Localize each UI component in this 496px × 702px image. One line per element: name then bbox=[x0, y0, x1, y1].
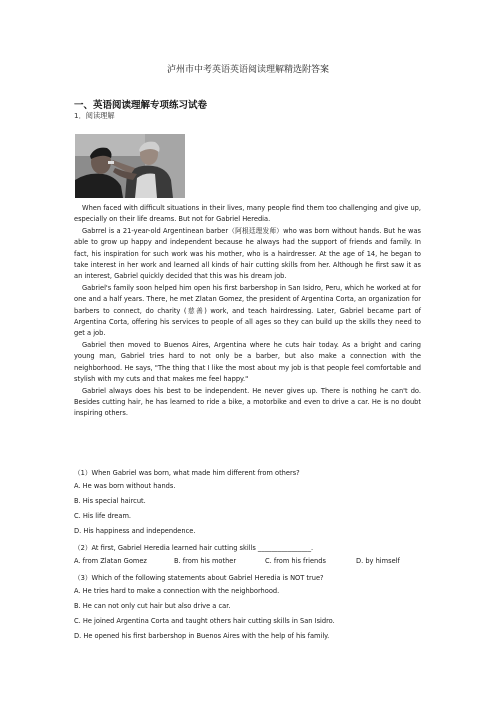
question-2-stem: （2）At first, Gabriel Heredia learned hair cutting skills ________________. bbox=[74, 544, 314, 552]
question-3-option-d: D. He opened his first barbershop in Buenos Aires with the help of his family. bbox=[74, 632, 330, 640]
passage-paragraph: Gabriel's family soon helped him open his first barbershop in San Isidro, Peru, which he worked at for one and a half years. There, he met Zlatan Gomez, the president of Argentina Corta, an organization for barbers to connect, do charity (慈善) work, and teach hairdressing. Later, Gabriel became part of Argentina Corta, offering his services to people of all ages so they can build up the skills they need to get a job. bbox=[74, 283, 421, 338]
question-1-option-c: C. His life dream. bbox=[74, 512, 132, 520]
barber-photo bbox=[75, 134, 185, 198]
question-3-option-b: B. He can not only cut hair but also drive a car. bbox=[74, 602, 231, 610]
question-1-stem: （1）When Gabriel was born, what made him different from others? bbox=[74, 469, 300, 477]
question-2-option-c: C. from his friends bbox=[265, 557, 326, 565]
question-2-option-a: A. from Zlatan Gomez bbox=[74, 557, 147, 565]
question-2-option-b: B. from his mother bbox=[174, 557, 237, 565]
question-type-label: 1．阅读理解 bbox=[74, 111, 115, 120]
section-heading: 一、英语阅读理解专项练习试卷 bbox=[74, 100, 208, 111]
passage-paragraph: Gabriel then moved to Buenos Aires, Argentina where he cuts hair today. As a bright and caring young man, Gabriel tries hard to not only be a barber, but also make a connection with the neighborhood. He says, "The thing that I like the most about my job is that people feel comfortable and stylish with my cuts and that makes me feel happy." bbox=[74, 340, 421, 384]
question-2-option-d: D. by himself bbox=[356, 557, 400, 565]
question-1-option-d: D. His happiness and independence. bbox=[74, 527, 196, 535]
question-1-option-b: B. His special haircut. bbox=[74, 497, 146, 505]
document-title: 泸州市中考英语英语阅读理解精选附答案 bbox=[166, 65, 329, 75]
passage-paragraph: When faced with difficult situations in their lives, many people find them too challenging and give up, especially on their life dreams. But not for Gabriel Heredia. bbox=[74, 204, 421, 224]
passage-paragraph: Gabrrel is a 21-year-old Argentinean barber（阿根廷理发师）who was born without hands. But he was able to grow up happy and independent because he always had the support of friends and family. In fact, his inspiration for such work was his mother, who is a hairdresser. At the age of 14, he began to take interest in her work and learned all kinds of hair cutting skills from her. Although he first saw it as an interest, Gabriel quickly decided that this was his dream job. bbox=[74, 226, 421, 281]
question-3-option-a: A. He tries hard to make a connection with the neighborhood. bbox=[74, 587, 280, 595]
passage-paragraph: Gabriel always does his best to be independent. He never gives up. There is nothing he can't do. Besides cutting hair, he has learned to ride a bike, a motorbike and even to drive a car. He is no doubt inspiring others. bbox=[74, 386, 421, 418]
passage bbox=[74, 203, 421, 420]
question-3-option-c: C. He joined Argentina Corta and taught others hair cutting skills in San Isidro. bbox=[74, 617, 335, 625]
question-3-stem: （3）Which of the following statements about Gabriel Heredia is NOT true? bbox=[74, 574, 324, 582]
question-1-option-a: A. He was born without hands. bbox=[74, 482, 176, 490]
